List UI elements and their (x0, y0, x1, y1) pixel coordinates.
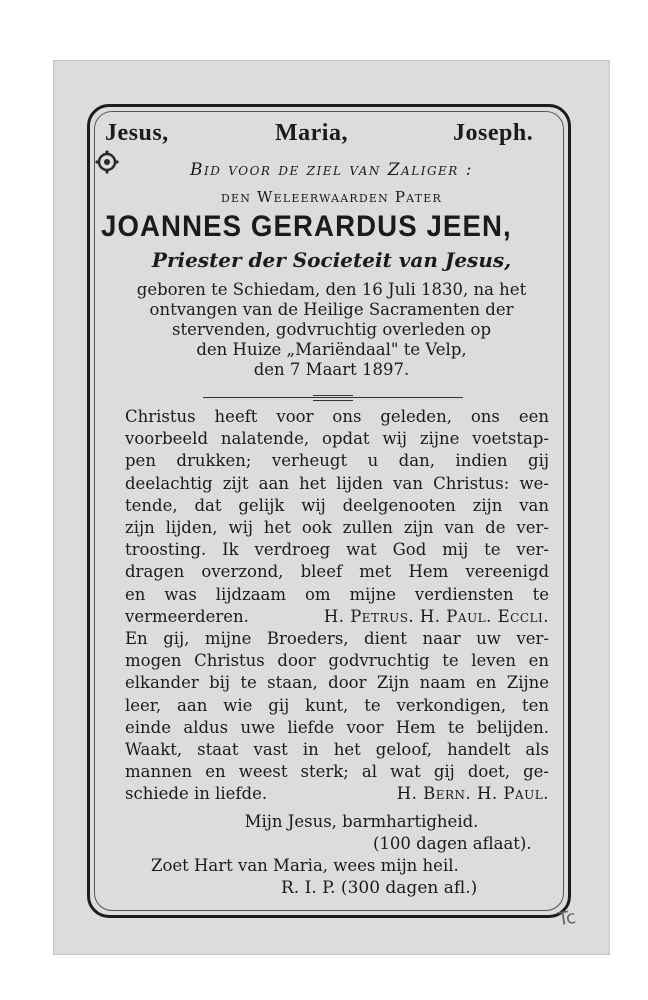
text-line: mogen Christus door godvruchtig te leven en (125, 651, 549, 671)
text-line: dragen overzond, bleef met Hem vereenigd (125, 562, 549, 582)
header-joseph: Joseph. (453, 120, 534, 146)
closing-prayer: Zoet Hart van Maria, wees mijn heil. (151, 856, 459, 875)
prayer-line: Bid voor de ziel van Zaliger : (190, 160, 473, 180)
text-line: tende, dat gelijk wij deelgenooten zijn van (125, 495, 549, 515)
text-line-with-reference (125, 783, 549, 805)
title-line: den Weleerwaarden Pater (221, 188, 442, 206)
text-line: elkander bij te staan, door Zijn naam en Zijne (125, 673, 549, 693)
bio-line: stervenden, godvruchtig overleden op (171, 320, 492, 339)
deceased-name: JOANNES GERARDUS JEEN, (101, 210, 512, 243)
divider-rule (203, 395, 463, 401)
bio-line: den 7 Maart 1897. (253, 360, 410, 379)
text-line: troosting. Ik verdroeg wat God mij te ver- (125, 540, 549, 560)
scripture-reference: H. Bern. H. Paul. (396, 784, 549, 804)
header-maria: Maria, (275, 120, 348, 146)
header-jesus: Jesus, (105, 120, 169, 146)
closing-indulgence: (100 dagen aflaat). (373, 834, 532, 853)
text-line: einde aldus uwe liefde voor Hem te belijden. (125, 717, 549, 737)
text-line: Christus heeft voor ons geleden, ons een (125, 407, 549, 426)
text-line: deelachtig zijt aan het lijden van Christus: we- (125, 473, 549, 493)
closing-rip: R. I. P. (300 dagen afl.) (281, 878, 478, 898)
closing-invocation: Mijn Jesus, barmhartigheid. (244, 812, 479, 831)
text-line: schiede in liefde. (125, 784, 268, 804)
biography (53, 280, 610, 380)
text-line: En gij, mijne Broeders, dient naar uw ver- (125, 629, 549, 649)
memorial-card (53, 60, 610, 955)
text-line: Waakt, staat vast in het geloof, handelt als (125, 740, 549, 760)
bio-line: ontvangen van de Heilige Sacramenten der (149, 300, 514, 319)
text-line-with-reference (125, 606, 549, 628)
text-line: pen drukken; verheugt u dan, indien gij (125, 451, 549, 471)
scripture-reference: H. Petrus. H. Paul. Eccli. (323, 606, 549, 626)
order-line: Priester der Societeit van Jesus, (151, 248, 512, 272)
text-line: leer, aan wie gij kunt, te verkondigen, ten (125, 695, 549, 715)
bio-line: geboren te Schiedam, den 16 Juli 1830, na het (136, 280, 527, 299)
bio-line: den Huize „Mariëndaal" te Velp, (196, 340, 467, 359)
text-line: zijn lijden, wij het ook zullen zijn van de ver- (125, 518, 549, 538)
text-line: mannen en weest sterk; al wat gij doet, ge- (125, 762, 549, 782)
text-line: en was lijdzaam om mijne verdiensten te (125, 584, 549, 604)
scripture-text (125, 406, 549, 806)
handwritten-mark: Tc (556, 906, 578, 931)
text-line: voorbeeld nalatende, opdat wij zijne voetstap- (125, 429, 549, 449)
text-line: vermeerderen. (125, 606, 249, 626)
